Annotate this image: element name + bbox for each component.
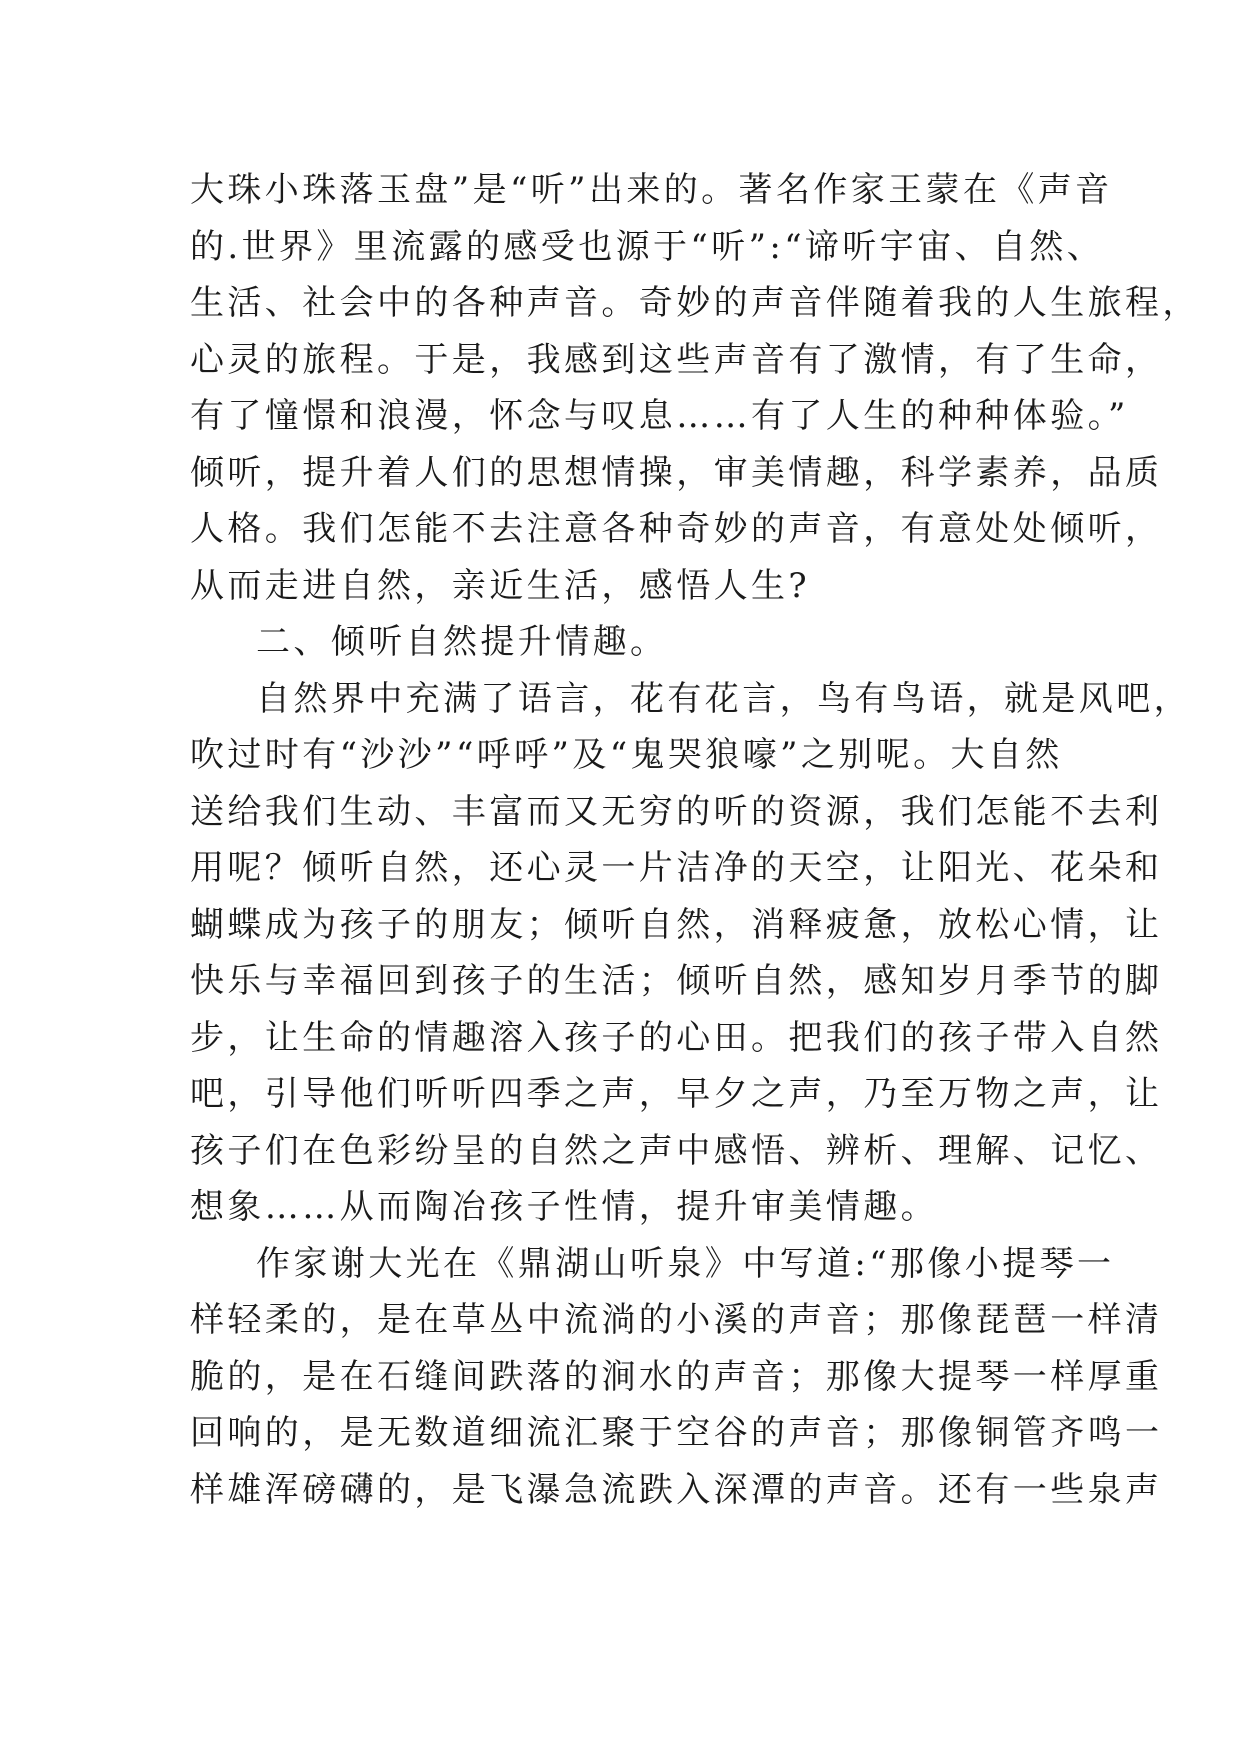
- text-line: 大珠小珠落玉盘”是“听”出来的。著名作家王蒙在《声音: [190, 170, 1113, 210]
- text-line: 回响的，是无数道细流汇聚于空谷的声音；那像铜管齐鸣一: [190, 1413, 1163, 1453]
- text-line: 快乐与幸福回到孩子的生活；倾听自然，感知岁月季节的脚: [190, 961, 1163, 1001]
- paragraph-first-line: 二、倾听自然提升情趣。: [256, 622, 668, 662]
- text-line: 用呢？倾听自然，还心灵一片洁净的天空，让阳光、花朵和: [190, 848, 1163, 888]
- text-line: 孩子们在色彩纷呈的自然之声中感悟、辨析、理解、记忆、: [190, 1130, 1163, 1171]
- paragraph-first-line: 作家谢大光在《鼎湖山听泉》中写道:“那像小提琴一: [256, 1243, 1115, 1284]
- text-line: 送给我们生动、丰富而又无穷的听的资源，我们怎能不去利: [190, 791, 1163, 832]
- document-body-text: [190, 162, 1200, 1518]
- text-line: 的.世界》里流露的感受也源于“听”:“谛听宇宙、自然、: [190, 226, 1105, 267]
- text-line: 脆的，是在石缝间跌落的涧水的声音；那像大提琴一样厚重: [190, 1356, 1163, 1397]
- text-line: 人格。我们怎能不去注意各种奇妙的声音，有意处处倾听，: [190, 509, 1163, 549]
- text-line: 生活、社会中的各种声音。奇妙的声音伴随着我的人生旅程，: [190, 283, 1200, 323]
- text-line: 心灵的旅程。于是，我感到这些声音有了激情，有了生命，: [190, 339, 1163, 380]
- paragraph-first-line: 自然界中充满了语言，花有花言，鸟有鸟语，就是风吧，: [256, 678, 1191, 719]
- text-line: 蝴蝶成为孩子的朋友；倾听自然，消释疲惫，放松心情，让: [190, 904, 1163, 945]
- text-line: 样雄浑磅礴的，是飞瀑急流跌入深潭的声音。还有一些泉声: [190, 1469, 1163, 1510]
- text-line: 有了憧憬和浪漫，怀念与叹息……有了人生的种种体验。”: [190, 396, 1129, 436]
- text-line: 样轻柔的，是在草丛中流淌的小溪的声音；那像琵琶一样清: [190, 1300, 1163, 1340]
- text-line: 从而走进自然，亲近生活，感悟人生?: [190, 565, 811, 606]
- text-line: 倾听，提升着人们的思想情操，审美情趣，科学素养，品质: [190, 452, 1163, 493]
- text-line: 吧，引导他们听听四季之声，早夕之声，乃至万物之声，让: [190, 1074, 1163, 1114]
- text-line: 想象……从而陶冶孩子性情，提升审美情趣。: [190, 1187, 938, 1227]
- text-line: 步，让生命的情趣溶入孩子的心田。把我们的孩子带入自然: [190, 1017, 1163, 1058]
- text-line: 吹过时有“沙沙”“呼呼”及“鬼哭狼嚎”之别呢。大自然: [190, 735, 1063, 775]
